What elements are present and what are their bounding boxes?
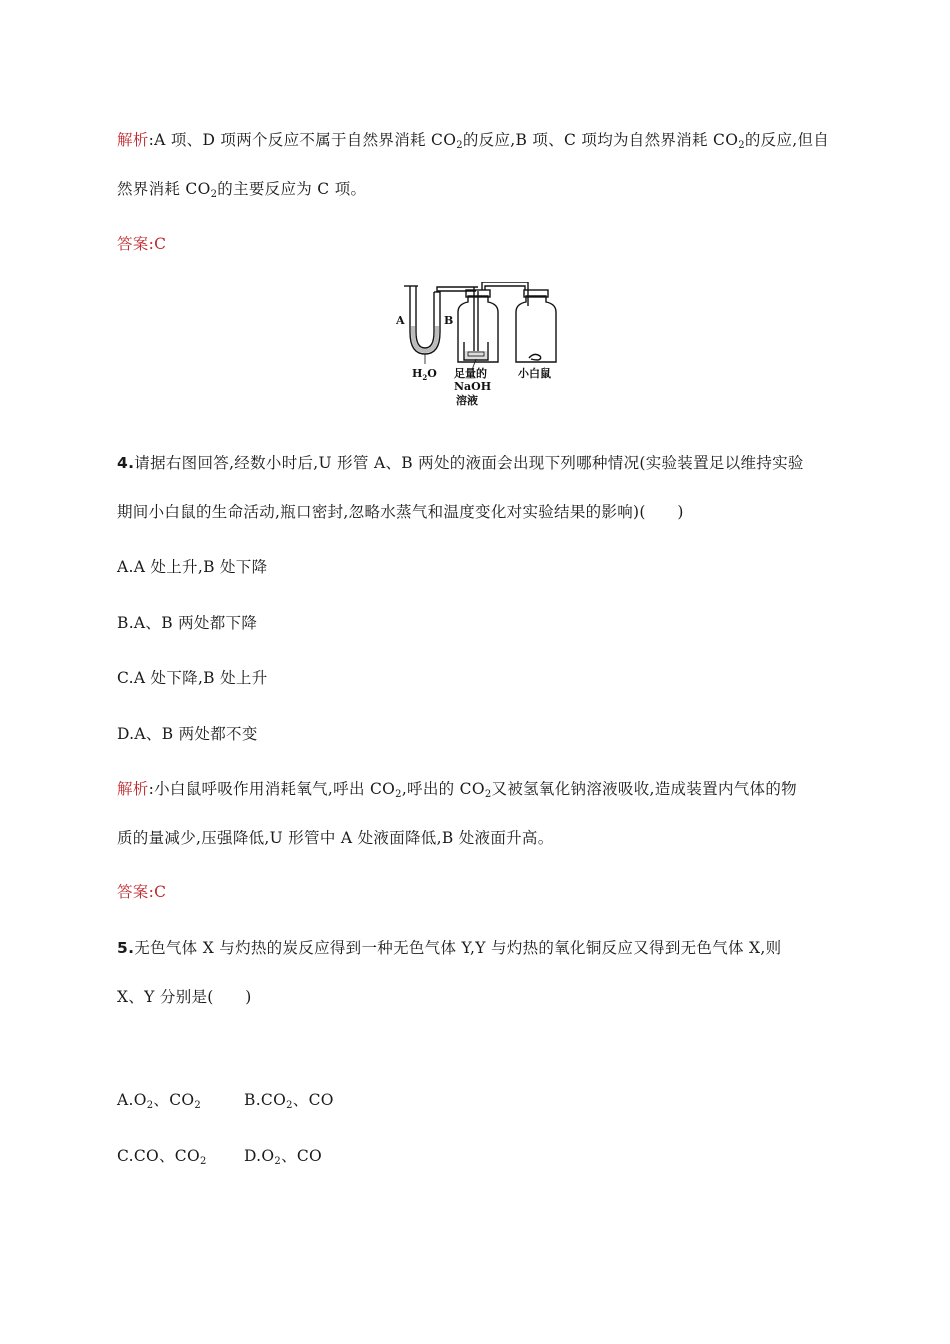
q4-analysis-line2: 质的量减少,压强降低,U 形管中 A 处液面降低,B 处液面升高。 (117, 829, 554, 847)
q3-analysis-line1: 解析:A 项、D 项两个反应不属于自然界消耗 $CO_2$的反应,B 项、C 项均为自然界消耗 $CO_2$的反应,但自 (117, 131, 830, 151)
q4-analysis-line1: 解析:小白鼠呼吸作用消耗氧气,呼出 $CO_2$,呼出的 $CO_2$又被氢氧化钠溶液吸收,造成装置内气体的物 (117, 780, 797, 800)
water-level (411, 326, 439, 353)
mouse-shape (529, 354, 541, 360)
label-a: A (396, 314, 405, 327)
label-naoh-2: NaOH (454, 380, 492, 393)
q5-option-d: $D.O_2$、CO (244, 1147, 323, 1167)
q5-stem-line2: X、Y 分别是( ) (117, 988, 252, 1006)
apparatus-figure (388, 282, 568, 412)
q3-answer: 答案:C (117, 235, 167, 253)
answer-label: 答案 (117, 883, 149, 901)
apparatus-diagram (388, 282, 568, 412)
question-number: 4. (117, 454, 135, 472)
label-mouse: 小白鼠 (518, 367, 551, 380)
q4-stem-line1: 4.请据右图回答,经数小时后,U 形管 A、B 两处的液面会出现下列哪种情况(实验装置足以维持实验 (117, 454, 804, 472)
q5-option-b: $B.CO_2$、CO (244, 1091, 334, 1111)
analysis-label: 解析 (117, 131, 149, 149)
answer-label: 答案 (117, 235, 149, 253)
q5-option-a: $A.O_2$、$CO_2$ (117, 1091, 202, 1111)
question-number: 5. (117, 939, 135, 957)
label-naoh-3: 溶液 (456, 394, 478, 407)
q4-answer: 答案:C (117, 883, 167, 901)
label-b: B (444, 314, 454, 327)
q5-option-c: C.CO、$CO_2$ (117, 1147, 207, 1167)
q3-analysis-line2: 然界消耗 $CO_2$的主要反应为 C 项。 (117, 180, 367, 200)
q4-stem-line2: 期间小白鼠的生命活动,瓶口密封,忽略水蒸气和温度变化对实验结果的影响)( ) (117, 503, 684, 521)
q4-option-b: B.A、B 两处都下降 (117, 614, 258, 632)
q4-option-d: D.A、B 两处都不变 (117, 725, 258, 743)
q5-stem-line1: 5.无色气体 X 与灼热的炭反应得到一种无色气体 Y,Y 与灼热的氧化铜反应又得到无色气体 X,则 (117, 939, 782, 957)
analysis-label: 解析 (117, 780, 149, 798)
q4-option-c: C.A 处下降,B 处上升 (117, 669, 268, 687)
q4-option-a: A.A 处上升,B 处下降 (117, 558, 268, 576)
label-naoh-1: 足量的 (454, 367, 487, 380)
label-h2o: $H_2O$ (412, 367, 437, 382)
bottle-mouse (516, 296, 556, 362)
